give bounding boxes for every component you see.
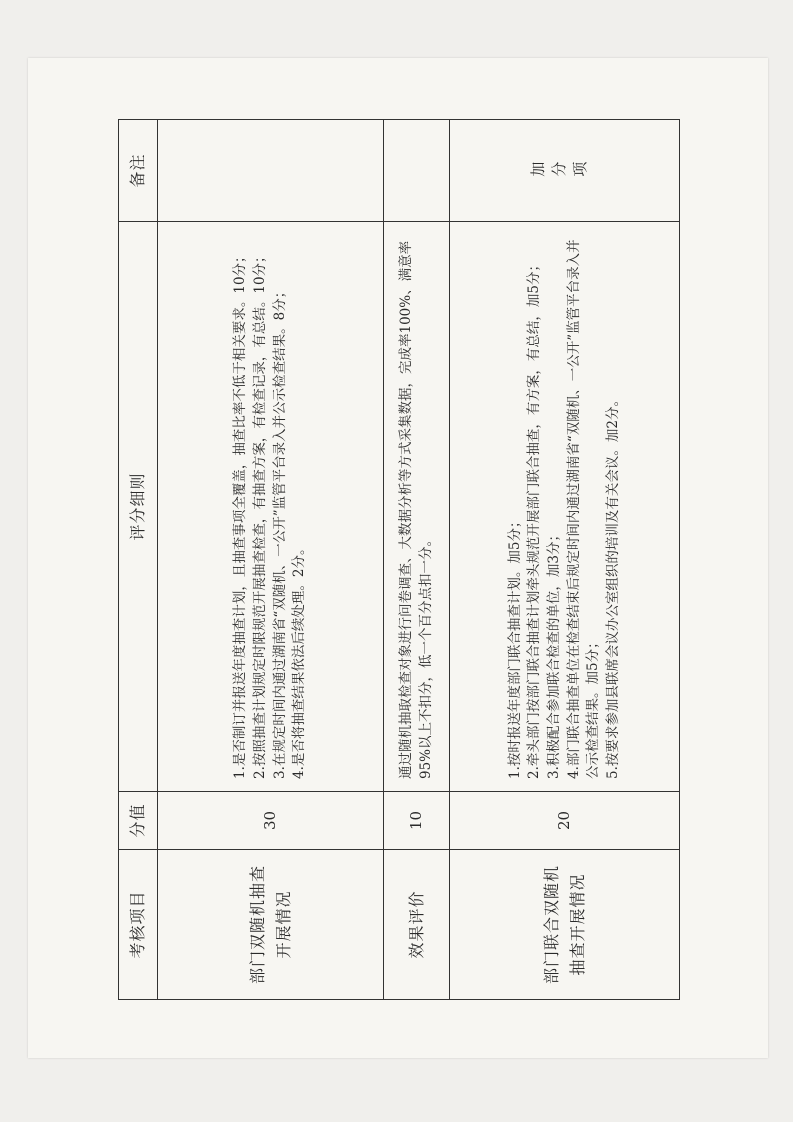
- row-note: [158, 120, 384, 222]
- rule-line: 5.按要求参加县联席会议办公室组织的培训及有关会议。加2分。: [604, 393, 621, 779]
- row-item: 部门双随机抽查开展情况: [158, 850, 384, 1000]
- rule-line: 1.是否制订并报送年度抽查计划，且抽查事项全覆盖，抽查比率不低于相关要求。10分；: [232, 249, 249, 779]
- scanned-page: [28, 58, 768, 1058]
- rule-line: 3.在规定时间内通过湖南省“双随机、一公开”监管平台录入并公示检查结果。8分；: [271, 284, 288, 779]
- rule-line: 1.按时报送年度部门联合抽查计划。加5分；: [506, 514, 523, 779]
- assessment-table: [118, 119, 680, 1000]
- table-row: [384, 120, 450, 1000]
- rule-line: 通过随机抽取检查对象进行问卷调查、大数据分析等方式采集数据，完成率100%、满意率95%以上不扣分，低一个百分点扣一分。: [397, 240, 434, 779]
- row-item: 部门联合双随机抽查开展情况: [450, 850, 680, 1000]
- row-score: 30: [158, 792, 384, 850]
- table-row: [450, 120, 680, 1000]
- row-item: 效果评价: [384, 850, 450, 1000]
- rule-line: 2.牵头部门按部门联合抽查计划牵头规范开展部门联合抽查，有方案，有总结，加5分；: [526, 258, 543, 779]
- rule-line: 2.按照抽查计划规定时限规范开展抽查检查，有抽查方案，有检查记录，有总结。10分；: [251, 249, 268, 779]
- row-rules: [450, 222, 680, 792]
- row-rules: [158, 222, 384, 792]
- bonus-note: 加分项: [529, 160, 593, 179]
- table-header-row: [119, 120, 158, 1000]
- header-note: 备注: [119, 120, 158, 222]
- table-row: [158, 120, 384, 1000]
- row-note: [384, 120, 450, 222]
- rule-line: 4.部门联合抽查单位在检查结束后规定时间内通过湖南省“双随机、一公开”监管平台录入并公示检查结果。加5分；: [565, 239, 602, 779]
- header-score: 分值: [119, 792, 158, 850]
- row-score: 20: [450, 792, 680, 850]
- row-note: [450, 120, 680, 222]
- rotated-content: [28, 58, 768, 1058]
- rule-line: 4.是否将抽查结果依法后续处理。2分。: [291, 541, 308, 779]
- header-rules: 评分细则: [119, 222, 158, 792]
- row-rules: [384, 222, 450, 792]
- header-item: 考核项目: [119, 850, 158, 1000]
- rule-line: 3.积极配合参加联合检查的单位，加3分；: [545, 528, 562, 779]
- row-score: 10: [384, 792, 450, 850]
